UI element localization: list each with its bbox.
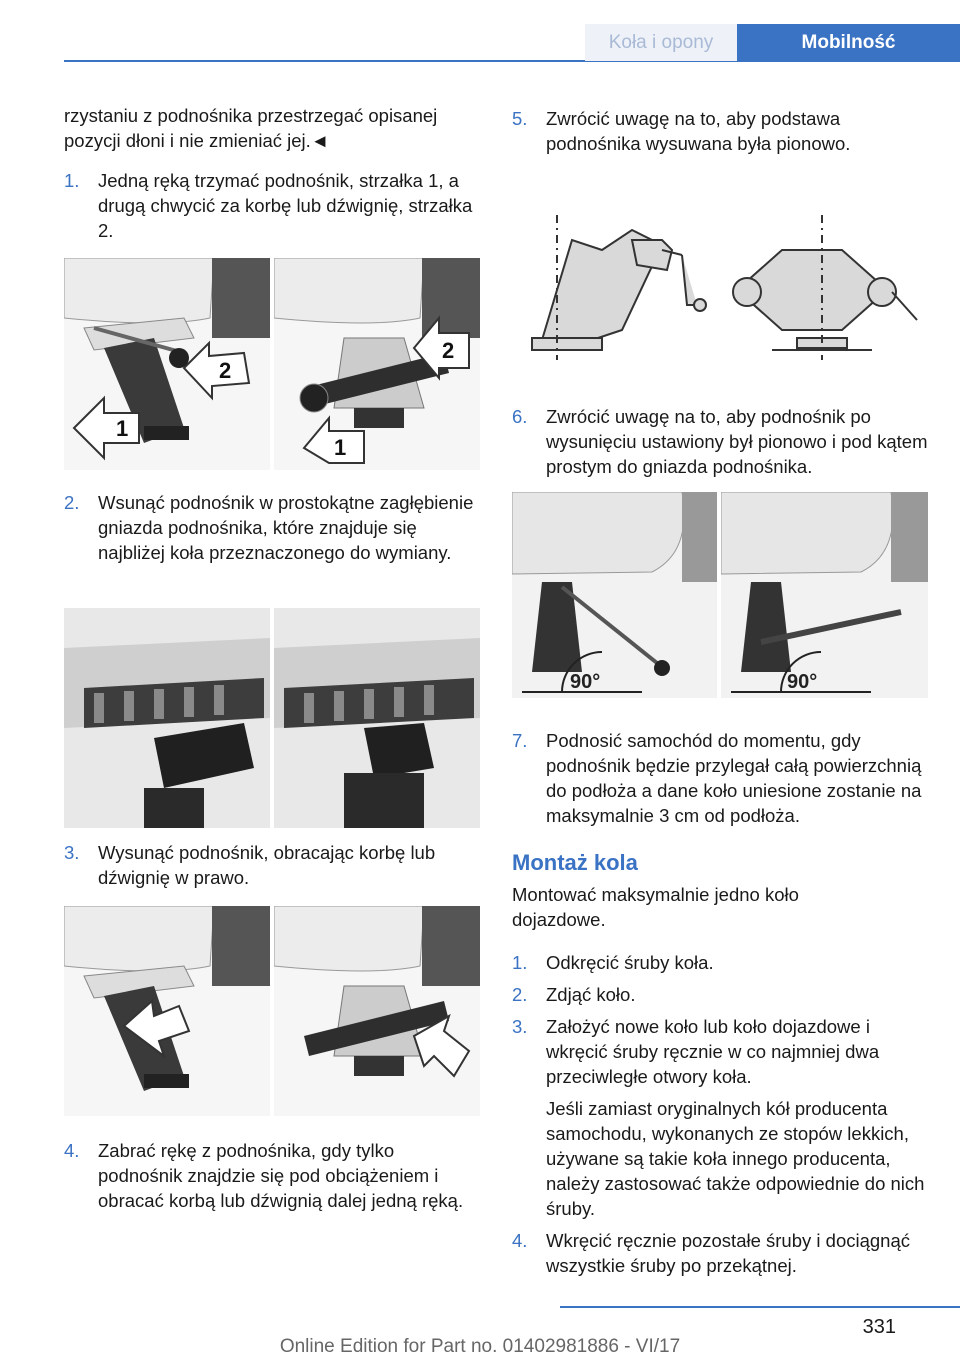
edition-text: Online Edition for Part no. 01402981886 - VI/17 [279,1336,681,1357]
step-3 [64,840,480,890]
step-number: 7. [512,730,528,751]
step-number: 2. [64,492,80,513]
mount-step-3 [512,1014,928,1089]
note-text: Jeśli zamiast oryginalnych kół producenta samochodu, wykonanych ze stopów lekkich, używane są takie koła innego producenta, należy zastosować także odpowiednie do nich śruby. [546,1098,925,1219]
step-text: Zdjąć koło. [546,984,636,1005]
step-number [512,1096,546,1221]
step-text: Podnosić samochód do momentu, gdy podnośnik będzie przylegał całą powierzchnią do podłoża a dane koło uniesione zostanie na maksymalnie 3 cm od podłoża. [546,730,922,826]
figure-jack-right-angle-a [512,492,717,698]
step-text: Odkręcić śruby koła. [546,952,714,973]
figure-jack-hold-a [64,258,270,470]
figure-jack-right-angle-b [721,492,928,698]
step-text: Zwrócić uwagę na to, aby podstawa podnośnika wysuwana była pionowo. [546,108,851,154]
step-text: Wysunąć podnośnik, obracając korbę lub dźwignię w prawo. [98,842,436,888]
mount-step-1 [512,950,928,975]
mount-note [512,1096,928,1221]
step-number: 3. [64,842,80,863]
figure-jack-extend-a [64,906,270,1116]
step-1 [64,168,480,243]
step-7 [512,728,928,828]
mount-step-2 [512,982,928,1007]
angle-label: 90° [570,671,601,693]
step-text: Wkręcić ręcznie pozostałe śruby i dociągnąć wszystkie śruby po przekątnej. [546,1230,910,1276]
figure-jack-vertical-base [512,210,928,370]
step-number: 5. [512,108,528,129]
arrow-label-1: 1 [334,435,347,460]
figure-jack-hold-b [274,258,480,470]
arrow-label-2: 2 [219,358,232,383]
figure-jack-extend-b [274,906,480,1116]
step-number: 4. [512,1230,528,1251]
arrow-label-2: 2 [442,338,455,363]
step-text: Jedną ręką trzymać podnośnik, strzałka 1, a drugą chwycić za korbę lub dźwignię, strzałka 2. [98,170,473,241]
step-text: Zabrać rękę z podnośnika, gdy tylko podnośnik znajdzie się pod obciążeniem i obracać korbą lub dźwignią dalej jedną ręką. [98,1140,464,1211]
footer-rule [560,1306,960,1308]
step-6 [512,404,928,479]
figure-jack-socket-b [274,608,480,828]
step-number: 3. [512,1016,528,1037]
step-5 [512,106,928,156]
header-section-tab[interactable]: Koła i opony [585,24,737,61]
section-intro-text: Montować maksymalnie jedno koło dojazdowe. [512,884,799,930]
step-2 [64,490,480,565]
header-chapter-tab[interactable]: Mobilność [737,24,960,61]
left-intro [64,103,480,153]
step-text: Wsunąć podnośnik w prostokątne zagłębienie gniazda podnośnika, które znajduje się najbliżej koła przeznaczonego do wymiany. [98,492,474,563]
step-4 [64,1138,480,1213]
step-text: Zwrócić uwagę na to, aby podnośnik po wysunięciu ustawiony był pionowo i pod kątem prostym do gniazda podnośnika. [546,406,928,477]
step-number: 4. [64,1140,80,1161]
section-intro [512,882,892,932]
step-text: Założyć nowe koło lub koło dojazdowe i wkręcić śruby ręcznie w co najmniej dwa przeciwległe otwory koła. [546,1016,880,1087]
mount-step-4 [512,1228,928,1278]
step-number: 6. [512,406,528,427]
angle-label: 90° [787,671,818,693]
step-number: 1. [512,952,528,973]
figure-jack-socket-a [64,608,270,828]
page-number: 331 [862,1316,896,1338]
intro-text: rzystaniu z podnośnika przestrzegać opisanej pozycji dłoni i nie zmieniać jej.◄ [64,105,438,151]
step-number: 2. [512,984,528,1005]
arrow-label-1: 1 [116,416,129,441]
step-number: 1. [64,170,80,191]
section-title: Montaż kola [512,850,638,875]
